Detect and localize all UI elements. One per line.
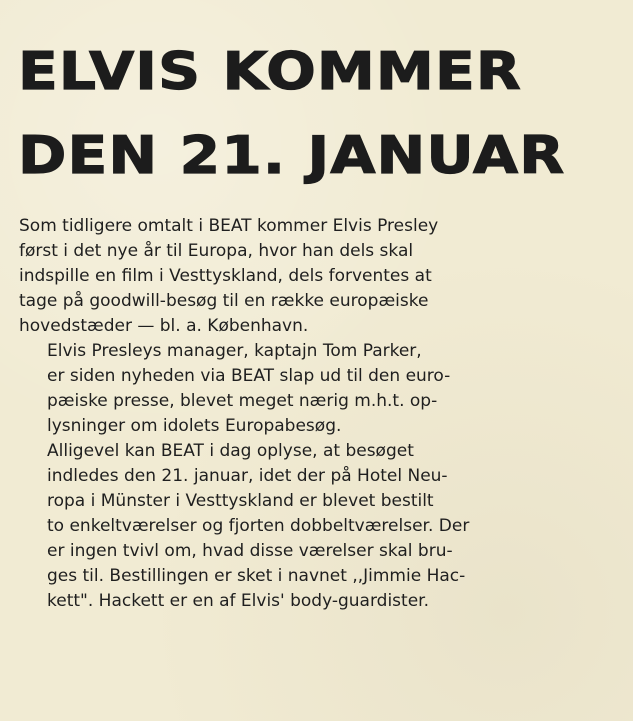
- paragraph-line: kett". Hackett er en af Elvis' body-guardister.: [47, 591, 429, 611]
- paragraph-line: ges til. Bestillingen er sket i navnet ,,Jimmie Hac-: [47, 566, 466, 586]
- headline: [18, 30, 633, 198]
- paragraph-line: Elvis Presleys manager, kaptajn Tom Parker,: [47, 341, 422, 361]
- paragraph-2: [19, 339, 597, 439]
- paragraph-line: indledes den 21. januar, idet der på Hotel Neu-: [47, 466, 448, 486]
- paragraph-line: tage på goodwill-besøg til en række europæiske: [19, 291, 429, 311]
- paragraph-line: er siden nyheden via BEAT slap ud til den euro-: [47, 366, 451, 386]
- paragraph-line: er ingen tvivl om, hvad disse værelser skal bru-: [47, 541, 453, 561]
- paragraph-line: Som tidligere omtalt i BEAT kommer Elvis Presley: [19, 216, 439, 236]
- paragraph-line: lysninger om idolets Europabesøg.: [47, 416, 342, 436]
- headline-line-2: DEN 21. JANUAR: [18, 126, 566, 186]
- paragraph-3: [19, 439, 597, 614]
- paragraph-line: først i det nye år til Europa, hvor han dels skal: [19, 241, 414, 261]
- paragraph-line: ropa i Münster i Vesttyskland er blevet bestilt: [47, 491, 434, 511]
- paragraph-line: hovedstæder — bl. a. København.: [19, 316, 309, 336]
- paragraph-line: Alligevel kan BEAT i dag oplyse, at besøget: [47, 441, 414, 461]
- paragraph-line: to enkeltværelser og fjorten dobbeltværelser. Der: [47, 516, 470, 536]
- paragraph-line: pæiske presse, blevet meget nærig m.h.t. op-: [47, 391, 438, 411]
- headline-line-1: ELVIS KOMMER: [18, 42, 522, 102]
- paragraph-line: indspille en film i Vesttyskland, dels forventes at: [19, 266, 432, 286]
- paragraph-1: [19, 214, 597, 339]
- article-body: [19, 214, 597, 614]
